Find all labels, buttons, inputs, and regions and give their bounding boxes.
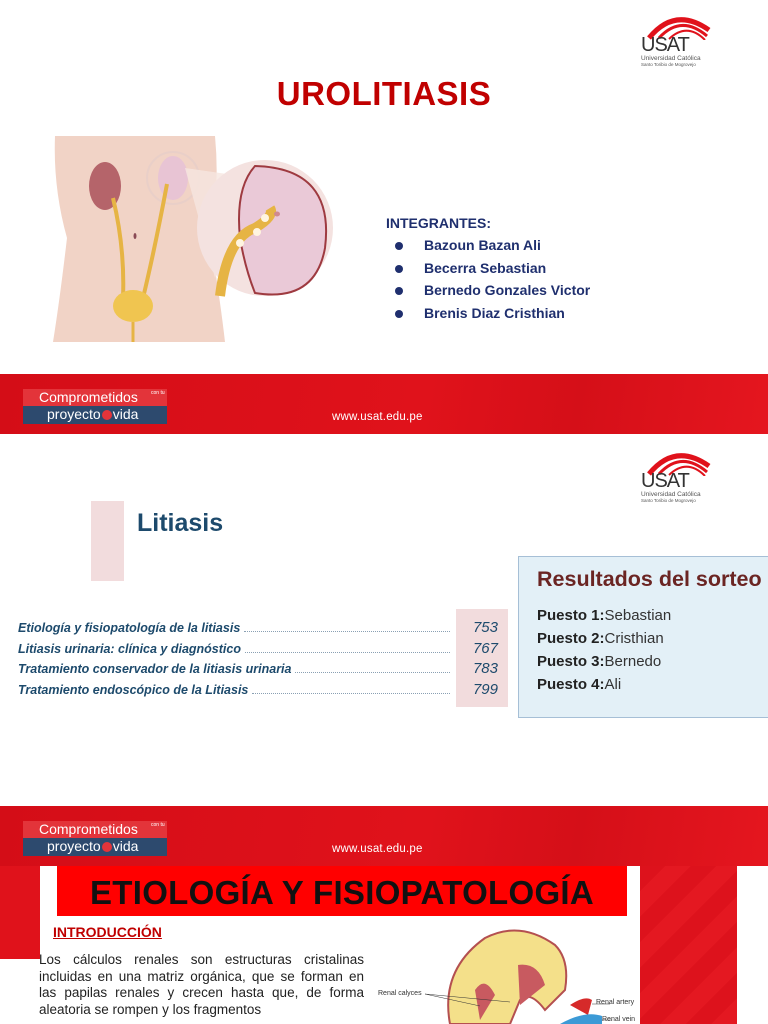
toc-leader — [244, 622, 450, 632]
member-item — [386, 260, 590, 283]
sorteo-results-box — [518, 556, 768, 718]
sorteo-row — [537, 653, 661, 670]
label-renal-calyces: Renal calyces — [378, 990, 422, 997]
toc-page: 753 — [472, 619, 498, 636]
toc-page: 767 — [472, 639, 498, 657]
member-item — [386, 305, 590, 328]
toc-leader — [245, 643, 450, 653]
footer-band — [0, 806, 768, 866]
comprometidos-logo — [23, 389, 167, 424]
member-name: Becerra Sebastian — [424, 259, 547, 276]
band-line1: Comprometidos — [39, 389, 138, 405]
band-line2a: proyecto — [47, 406, 101, 422]
sorteo-row — [537, 630, 664, 647]
toc-page: 799 — [472, 680, 498, 698]
members-heading: INTEGRANTES: — [386, 215, 491, 231]
bullet-icon — [395, 265, 403, 273]
toc-title: Tratamiento conservador de la litiasis urinaria — [18, 662, 292, 676]
right-red-bar — [640, 866, 737, 1024]
member-name: Bernedo Gonzales Victor — [424, 282, 591, 298]
bullet-icon — [395, 310, 403, 318]
usat-logo — [641, 448, 711, 504]
band-line2b: vida — [112, 406, 139, 422]
slide-urolitiasis-cover — [0, 0, 768, 434]
section-heading: Litiasis — [137, 509, 224, 537]
usat-logo-word: USAT — [641, 34, 689, 56]
de-circle-icon — [102, 410, 112, 420]
toc-row[interactable] — [18, 619, 508, 640]
band-line1: Comprometidos — [39, 821, 138, 837]
bullet-icon — [395, 242, 403, 250]
toc-leader — [252, 684, 450, 694]
kidney-cross-section-illustration — [370, 920, 640, 1024]
member-item — [386, 237, 590, 260]
member-name: Brenis Diaz Cristhian — [424, 304, 565, 321]
table-of-contents — [18, 619, 508, 701]
member-item — [386, 282, 590, 305]
band-sup: con tu — [151, 822, 165, 828]
toc-row[interactable] — [18, 640, 508, 661]
usat-logo-subtitle: Universidad Católica — [641, 55, 701, 62]
band-line2b: vida — [112, 838, 139, 854]
label-renal-artery: Renal artery — [596, 999, 635, 1006]
toc-title: Tratamiento endoscópico de la Litiasis — [18, 682, 249, 697]
bullet-icon — [395, 287, 403, 295]
sorteo-title: Resultados del sorteo — [537, 567, 762, 591]
intro-paragraph: Los cálculos renales son estructuras cristalinas incluidas en una matriz orgánica, que se forman en las papilas renales y crecen hasta que, de forma aleatoria se rompen y los fragmentos — [39, 952, 364, 1017]
sorteo-value: Sebastian — [604, 607, 672, 624]
de-circle-icon — [102, 842, 112, 852]
sorteo-value: Ali — [604, 676, 622, 693]
sorteo-label: Puesto 2: — [537, 630, 605, 647]
section-subtitle: INTRODUCCIÓN — [53, 924, 162, 940]
sorteo-row — [537, 676, 621, 693]
toc-row[interactable] — [18, 681, 508, 702]
urinary-tract-illustration — [15, 128, 360, 348]
toc-row[interactable] — [18, 660, 508, 681]
comprometidos-logo — [23, 821, 167, 856]
website-link[interactable]: www.usat.edu.pe — [332, 411, 423, 423]
toc-title: Litiasis urinaria: clínica y diagnóstico — [18, 641, 241, 656]
sorteo-value: Bernedo — [604, 653, 662, 670]
slide-litiasis-index — [0, 434, 768, 866]
left-red-block — [0, 866, 40, 959]
slide-title: UROLITIASIS — [276, 75, 492, 112]
band-line2a: proyecto — [47, 838, 101, 854]
sorteo-label: Puesto 1: — [537, 607, 605, 624]
band-sup: con tu — [151, 390, 165, 396]
sorteo-value: Cristhian — [604, 630, 664, 647]
usat-logo-subtitle-2: Santo Toribio de Mogrovejo — [641, 498, 696, 503]
sorteo-row — [537, 607, 671, 624]
member-name: Bazoun Bazan Ali — [424, 237, 541, 253]
heading-accent-bar — [91, 501, 124, 581]
usat-logo-word: USAT — [641, 470, 689, 492]
sorteo-label: Puesto 3: — [537, 653, 605, 670]
slide-title: ETIOLOGÍA Y FISIOPATOLOGÍA — [89, 874, 595, 911]
website-link[interactable]: www.usat.edu.pe — [332, 843, 423, 855]
members-list — [386, 215, 590, 327]
toc-title: Etiología y fisiopatología de la litiasis — [18, 621, 241, 635]
footer-band — [0, 374, 768, 434]
sorteo-label: Puesto 4: — [537, 676, 605, 693]
toc-leader — [295, 663, 450, 673]
usat-logo-subtitle: Universidad Católica — [641, 491, 701, 498]
toc-page: 783 — [472, 660, 498, 677]
kidney-anatomy-diagram — [370, 920, 640, 1024]
usat-logo-subtitle-2: Santo Toribio de Mogrovejo — [641, 62, 696, 67]
label-renal-vein: Renal vein — [602, 1016, 636, 1023]
usat-logo — [641, 12, 711, 68]
slide-etiologia — [0, 866, 768, 1024]
